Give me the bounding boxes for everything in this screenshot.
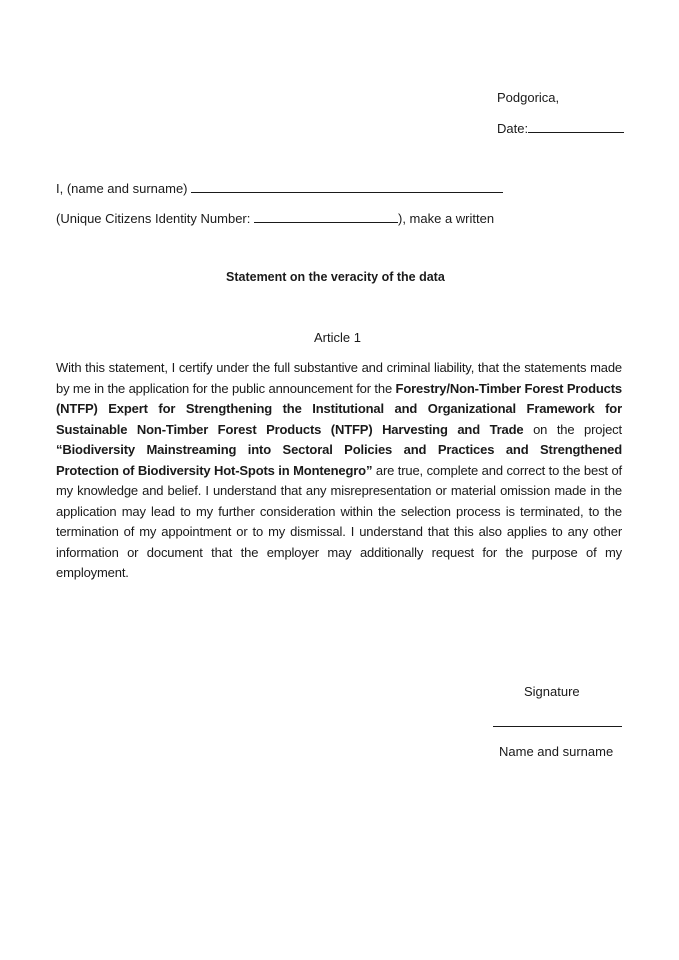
id-number-blank-line — [254, 210, 398, 223]
date-blank-line — [528, 120, 624, 133]
statement-title: Statement on the veracity of the data — [226, 270, 445, 284]
signature-line — [493, 726, 622, 727]
signature-name-label: Name and surname — [499, 744, 614, 759]
id-number-suffix: ), make a written — [397, 211, 495, 226]
position-title: Forestry/Non-Timber Forest Products (NTFP) Expert for Strengthening the Institutional and Organizational Framework for Sustainable Non-Timber Forest Products (NTFP) Harvesting and Trade — [56, 380, 622, 437]
signature-label: Signature — [524, 684, 580, 699]
city-label: Podgorica, — [497, 90, 560, 105]
paragraph-text: on the project — [523, 421, 622, 437]
article-label: Article 1 — [314, 330, 361, 345]
name-blank-line — [191, 180, 503, 193]
id-number-field — [56, 210, 494, 226]
id-number-label: (Unique Citizens Identity Number: — [56, 211, 251, 226]
name-label: I, (name and surname) — [56, 181, 188, 196]
date-label: Date: — [497, 121, 529, 136]
date-field — [497, 120, 624, 136]
article-paragraph — [56, 358, 622, 584]
paragraph-text: are true, complete and correct to the best of my knowledge and belief. I understand that any misrepresentation or material omission made in the application may lead to my further consideration within the selection process is terminated, to the termination of my appointment or to my dismissal. I understand that this also applies to any other information or document that the employer may additionally request for the purpose of my employment. — [56, 462, 622, 580]
project-title: “Biodiversity Mainstreaming into Sectoral Policies and Practices and Strengthened Protection of Biodiversity Hot-Spots in Montenegro” — [56, 442, 622, 478]
paragraph-text: With this statement, I certify under the full substantive and criminal liability, that the statements made by me in the application for the public announcement for the — [56, 360, 622, 396]
name-field — [56, 180, 503, 196]
